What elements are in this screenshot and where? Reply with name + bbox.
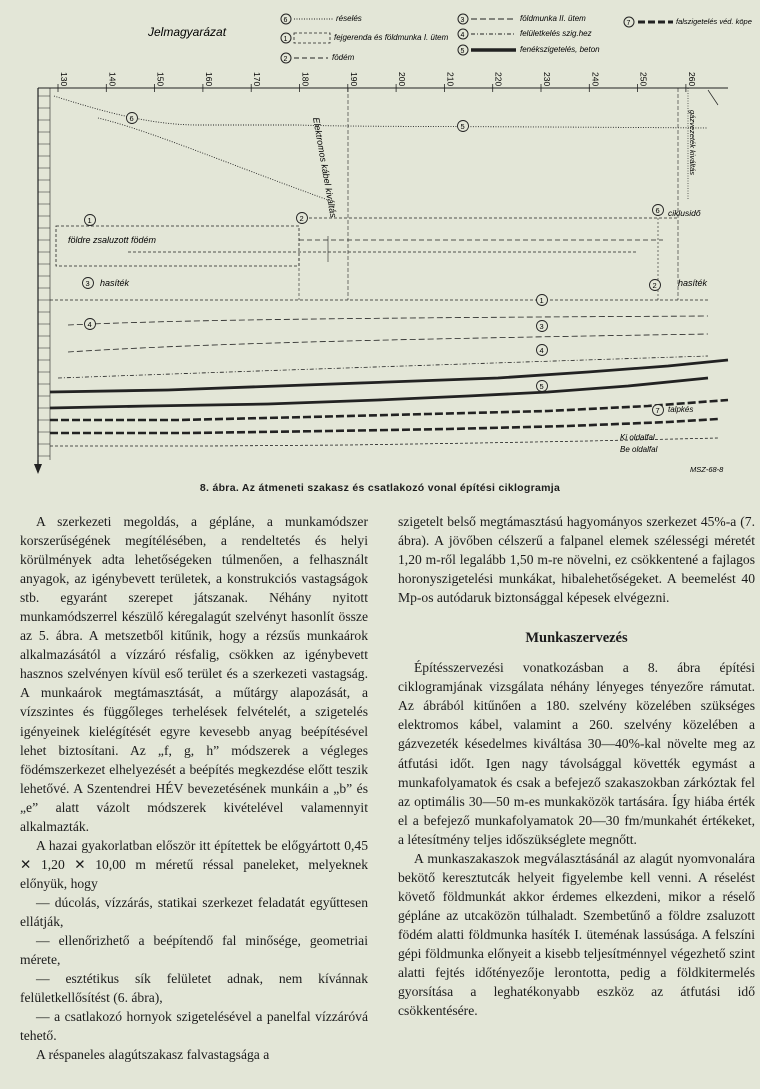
left-paragraph-3: A réspaneles alagútszakasz falvastagsága a [36, 1047, 270, 1063]
station-label: 180 [300, 72, 311, 87]
left-paragraph-1: A szerkezeti megoldás, a gépláne, a munkamódszer korszerűségének megítélésében, a rendeltetés és helyi körülmények adta lehetőségeken túlmenően, a felhasznált anyagok, az igénybevett területek, a konstrukciós vastagságok stb. egyaránt szerepet játszanak. Néhány nyitott munkamódszerrel készülő kéregalagút szelvényt hasonlít össze az 5. ábra. A metszetből kitűnik, hogy a rézsűs munkaárok alkalmazásától a vízzáró résfalig, csökken az igénybevett hasznos szelvényen kívül eső terület és a szerkezeti vastagság. A munkaárok megtámasztását, a műtárgy alapozását, a vízszintes és függőleges terhelések felvételét, a szigetelés igényeinek kielégítését egyre kevesebb anyag beépítésével lehet biztosítani. Az „f, g, h” módszerek a végleges födémszerkezet elhelyezését a beépítés megkezdése előtt teszik lehetővé. A Szentendrei HÉV bevezetésének munkáin a „b” és „e” alatt vázolt módszerek kivételével valamennyit alkalmazták. [20, 514, 368, 834]
process-marker-number: 3 [85, 279, 90, 288]
right-paragraph-1: szigetelt belső megtámasztású hagyományos szerkezet 45%-a (7. ábra). A jövőben célszerű a falpanel elemek szélességi méretét 1,20 m-ről legalább 1,50 m-re növelni, ez csökkentené a fajlagos horonyszigetelési munkákat, hibalehetőségeket. A beemelést 40 Mp-os autódaruk biztonsággal képesek elvégezni. [398, 514, 755, 606]
station-label: 260 [686, 72, 697, 87]
legend-label-6: réselés [336, 14, 362, 23]
legend-label-5: fenékszigetelés, beton [520, 45, 600, 54]
legend-num-2: 2 [283, 56, 288, 63]
line-3b [68, 334, 708, 352]
ciklus-label: ciklusidő [668, 208, 701, 218]
curve-reseles-diag [98, 118, 328, 200]
station-label: 140 [107, 72, 118, 87]
legend-label-3: földmunka II. ütem [520, 14, 586, 23]
legend-num-5: 5 [460, 48, 465, 55]
slab-box [56, 226, 299, 266]
station-label: 190 [348, 72, 359, 87]
right-paragraph-2: Építésszervezési vonatkozásban a 8. ábra építési ciklogramjának vizsgálata néhány lényeges tényezőre rámutat. Az ábrából kitűnően a 180. szelvény közelében szükséges elektromos kábel, valamint a 260. szelvény közelében a gázvezeték késedelmes kiváltása 30—40%-kal növelte meg az átfutási időt. Igen nagy távolsággal követték egymást a munkafolyamatok és csak a befejező szakaszokban zárkóztak fel az optimális 30—50 m-es munkaközök tartására. Így hiába érték el a befejező munkafolyamatok 20—30 fm/munkahét értékeket, a létesítmény teljes időszükséglete megnőtt. [398, 660, 755, 847]
left-dash-1: — dúcolás, vízzárás, statikai szerkezet feladatát egyűttesen ellátják, [20, 894, 368, 929]
left-dash-4: — a csatlakozó hornyok szigetelésével a panelfal vízzáróvá tehető. [20, 1009, 368, 1044]
station-label: 250 [638, 72, 649, 87]
section-heading: Munkaszervezés [525, 630, 628, 647]
curve-reseles-top [54, 96, 708, 128]
line-7a [50, 400, 728, 420]
station-label: 220 [493, 72, 504, 87]
process-marker-number: 3 [539, 322, 544, 331]
station-label: 200 [397, 72, 408, 87]
process-marker-number: 5 [460, 122, 465, 131]
be-oldalfal-label: Be oldalfal [620, 445, 658, 454]
process-marker-number: 1 [539, 296, 544, 305]
legend-num-4: 4 [460, 32, 465, 39]
left-dash-3: — esztétikus sík felületet adnak, nem kívánnak felületkellősítést (6. ábra), [20, 971, 368, 1006]
legend-label-4: felületkelés szig.hez [520, 29, 592, 38]
process-marker-number: 7 [655, 406, 660, 415]
right-column [398, 512, 755, 1020]
figure-ref: MSZ-68-8 [690, 465, 724, 474]
right-paragraph-3: A munkaszakaszok megválasztásánál az alagút nyomvonalára bekötő keresztutcák helyeit figyelembe kell venni. A réselést követő földmunkát akkor érdemes elkezdeni, mikor a réselő gépláne az utcaközön túlhaladt. Szembetűnő a földre zsaluzott födém alatti földmunka hasíték I. üteménak lassúsága. A felszíni gépi földmunka előnyeit a kisebb teljesítménnyel végezhető szint alatti fejtés időtényezője lerontotta, pedig a földkitermelés gyorsítása a leghatékonyabb eszköz az átfutási idő csökkentésére. [398, 850, 755, 1019]
ki-oldalfal-label: Ki oldalfal [620, 433, 655, 442]
process-marker-number: 6 [129, 114, 134, 123]
hasitek1-label: hasíték [100, 278, 130, 288]
process-marker-number: 2 [299, 214, 304, 223]
process-markers [83, 113, 664, 416]
left-column [20, 512, 368, 1064]
legend-label-2: födém [332, 53, 355, 62]
legend-title: Jelmagyarázat [148, 25, 227, 39]
process-marker-number: 5 [539, 382, 544, 391]
cyclogram-svg [28, 0, 752, 480]
station-axis [58, 72, 697, 92]
station-label: 210 [445, 72, 456, 87]
process-marker-number: 2 [652, 281, 657, 290]
left-paragraph-2: A hazai gyakorlatban először itt építettek be előgyártott 0,45 ✕ 1,20 ✕ 10,00 m méretű réssal paneleket, melyeknek előnyük, hogy [20, 837, 368, 891]
process-marker-number: 6 [655, 206, 660, 215]
talp-label: talpkés [668, 405, 694, 414]
legend-num-7: 7 [626, 20, 631, 27]
legend-num-1: 1 [283, 36, 288, 43]
station-label: 240 [590, 72, 601, 87]
gas-label: gázvezeték kiváltás [688, 110, 697, 176]
legend-label-7: falszigetelés véd. köpeny [676, 17, 752, 26]
line-end [50, 438, 718, 446]
legend-num-6: 6 [283, 17, 288, 24]
legend-num-3: 3 [460, 17, 465, 24]
legend-label-1: fejgerenda és földmunka I. ütem [334, 33, 449, 42]
hasitek2-label: hasíték [678, 278, 708, 288]
figure-caption: 8. ábra. Az átmeneti szakasz és csatlakozó vonal építési ciklogramja [199, 482, 561, 494]
cable-label: Elektromos kábel kiváltás [311, 116, 339, 219]
cyclogram-figure [28, 0, 752, 480]
line-4 [58, 356, 708, 378]
slab-label: földre zsaluzott födém [68, 235, 157, 245]
process-marker-number: 4 [87, 320, 92, 329]
process-marker-number: 4 [539, 346, 544, 355]
station-label: 230 [542, 72, 552, 87]
station-label: 170 [252, 72, 263, 87]
process-marker-number: 1 [87, 216, 92, 225]
station-label: 130 [59, 72, 69, 87]
line-3a [68, 316, 708, 325]
station-label: 150 [155, 72, 166, 87]
left-dash-2: — ellenőrizhető a beépítendő fal minősége, geometriai mérete, [20, 933, 368, 968]
station-label: 160 [203, 72, 214, 87]
